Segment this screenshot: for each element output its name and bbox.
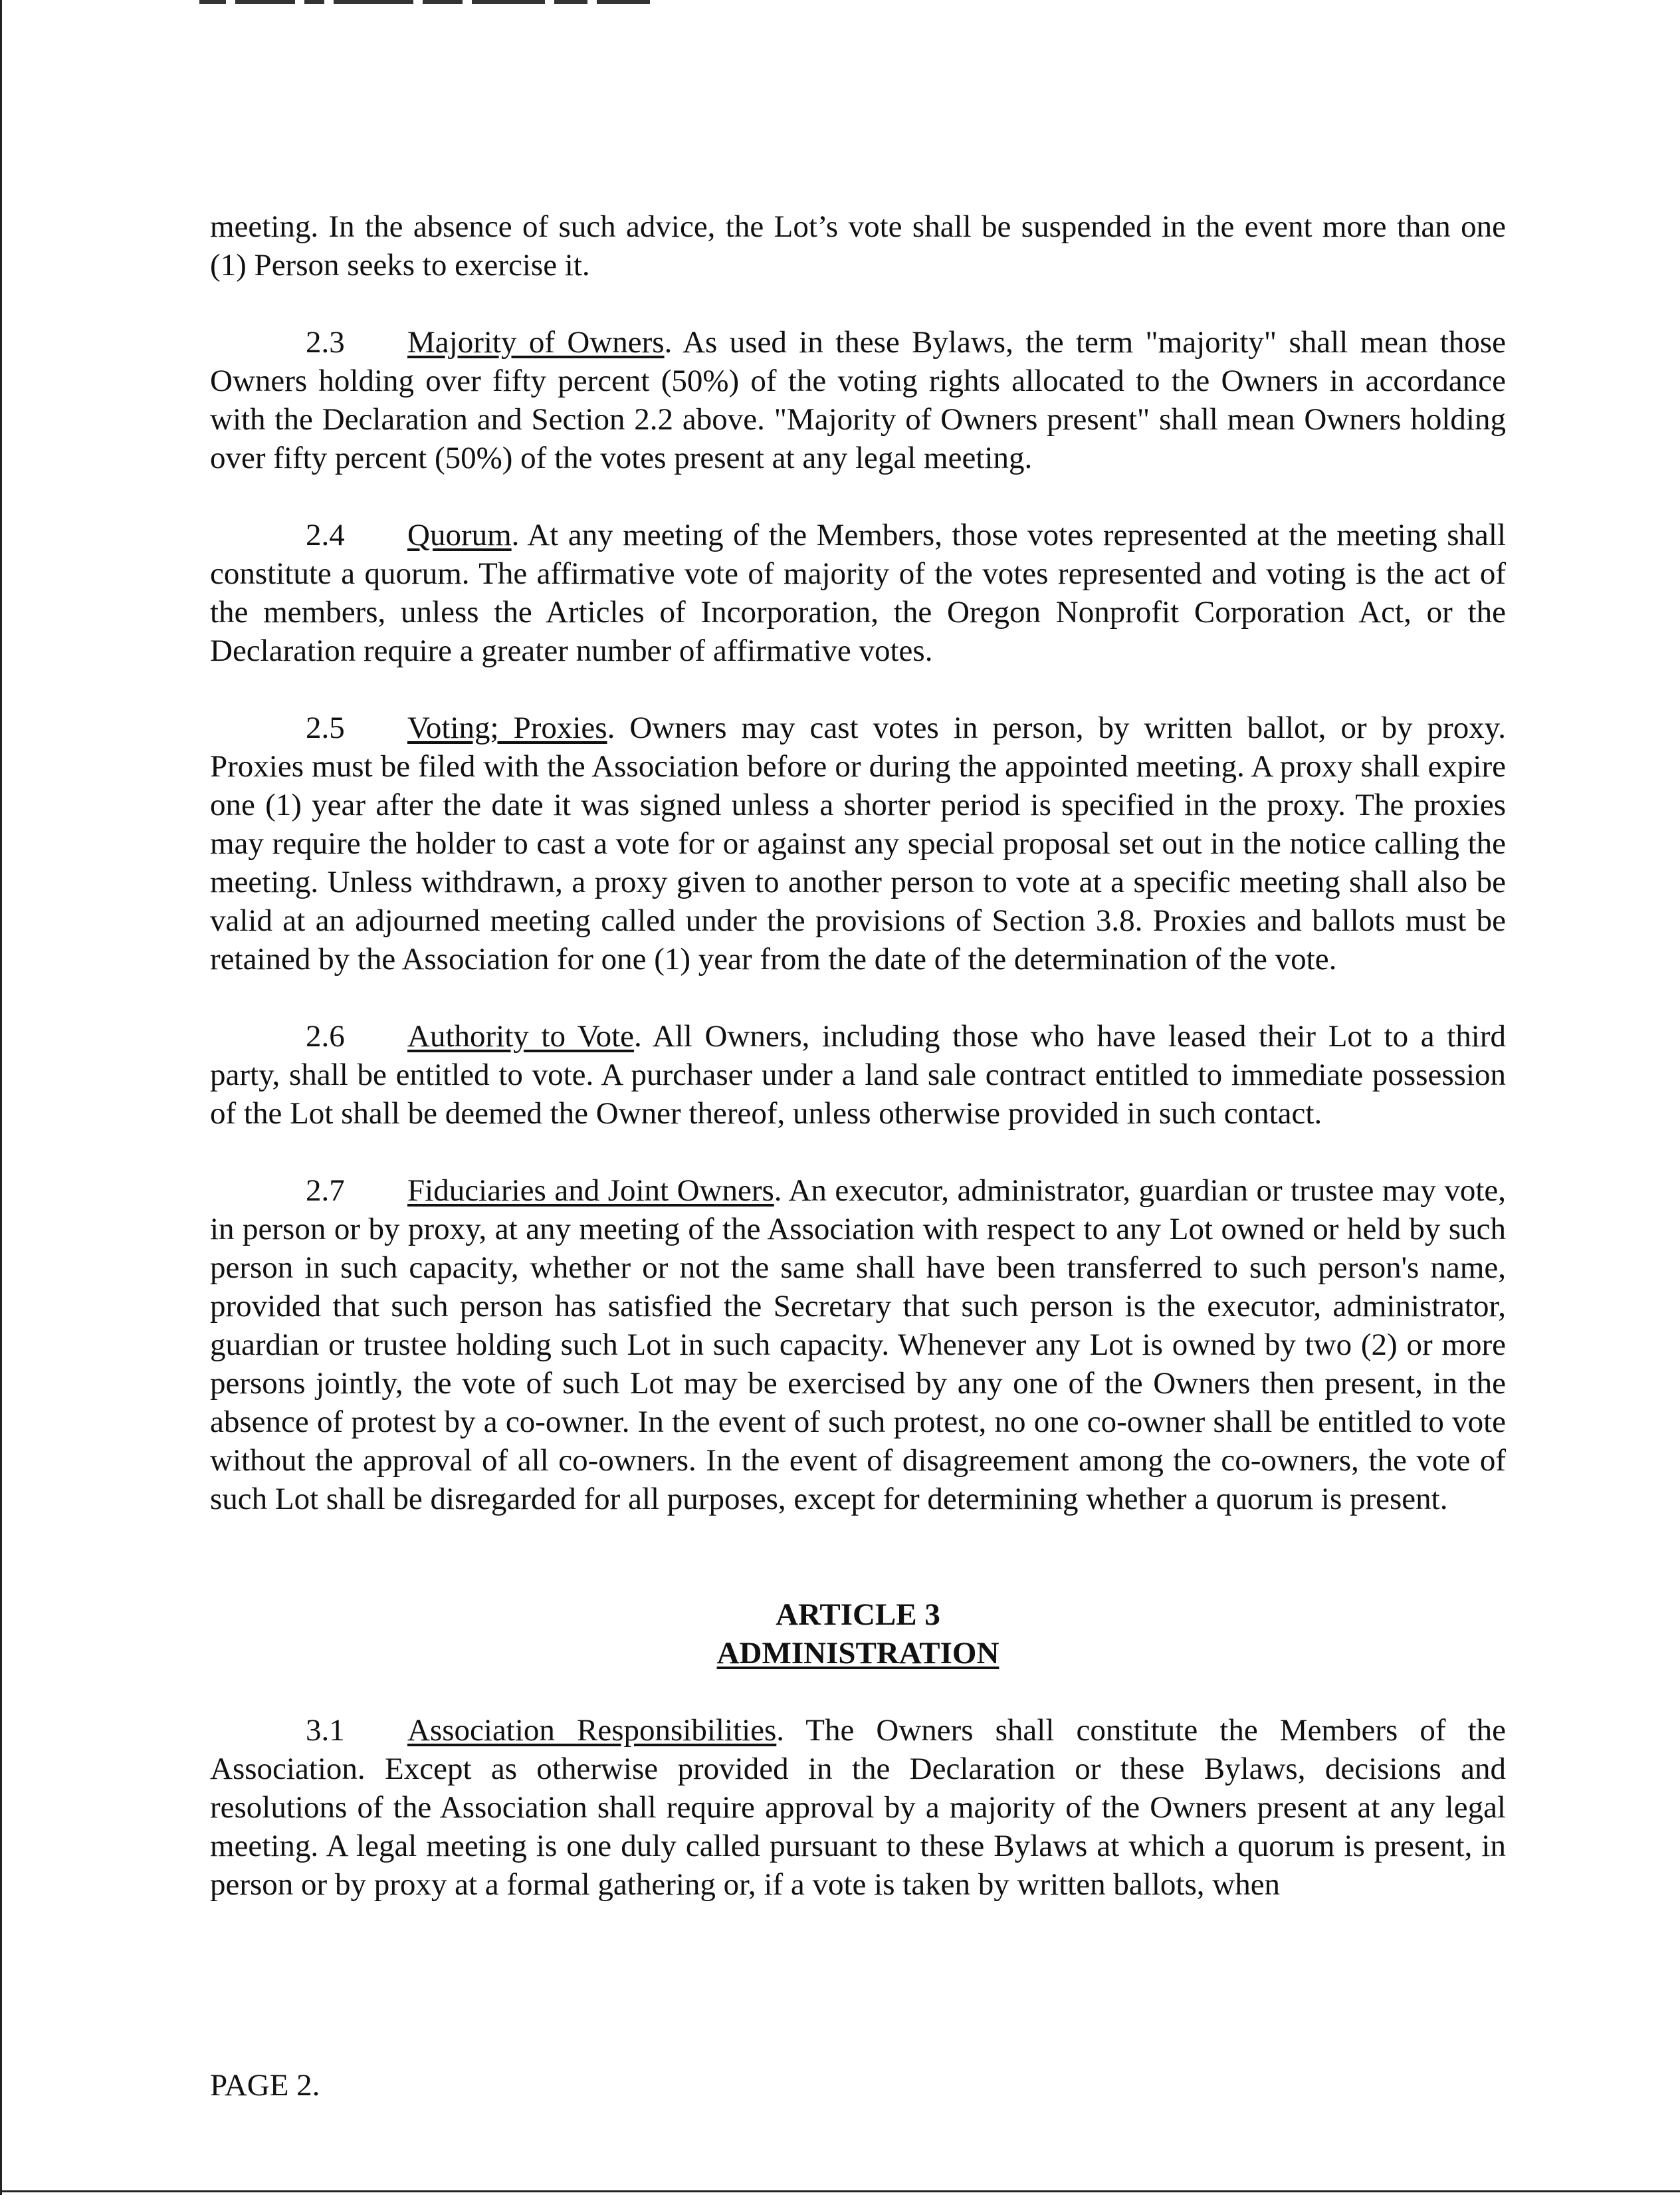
section-2-4: [210, 516, 1506, 670]
scan-edge-left: [0, 0, 2, 2195]
section-number: 2.5: [306, 711, 345, 745]
section-2-5: [210, 709, 1506, 979]
section-heading: Association Responsibilities: [407, 1713, 777, 1748]
article-label: ARTICLE 3: [776, 1597, 940, 1632]
section-number: 2.4: [306, 518, 345, 552]
section-heading: Fiduciaries and Joint Owners: [407, 1173, 774, 1208]
section-heading: Quorum: [407, 518, 512, 552]
section-body: . An executor, administrator, guardian or trustee may vote, in person or by proxy, at any meeting of the Association with respect to any Lot owned or held by such person in such capacity, whether or not the same shall have been transferred to such person's name, provided that such person has satisfied the Secretary that such person is the executor, administrator, guardian or trustee holding such Lot in such capacity. Whenever any Lot is owned by two (2) or more persons jointly, the vote of such Lot may be exercised by any one of the Owners then present, in the absence of protest by a co-owner. In the event of such protest, no one co-owner shall be entitled to vote without the approval of all co-owners. In the event of disagreement among the co-owners, the vote of such Lot shall be disregarded for all purposes, except for determining whether a quorum is present.: [210, 1173, 1506, 1516]
section-body: . Owners may cast votes in person, by written ballot, or by proxy. Proxies must be filed with the Association before or during the appointed meeting. A proxy shall expire one (1) year after the date it was signed unless a shorter period is specified in the proxy. The proxies may require the holder to cast a vote for or against any special proposal set out in the notice calling the meeting. Unless withdrawn, a proxy given to another person to vote at a specific meeting shall also be valid at an adjourned meeting called under the provisions of Section 3.8. Proxies and ballots must be retained by the Association for one (1) year from the date of the determination of the vote.: [210, 711, 1506, 977]
section-2-7: [210, 1171, 1506, 1518]
article-heading: [210, 1595, 1506, 1673]
page-number: PAGE 2.: [210, 2068, 320, 2103]
section-2-3: [210, 323, 1506, 477]
paragraph-text: meeting. In the absence of such advice, the Lot’s vote shall be suspended in the event more than one (1) Person seeks to exercise it.: [210, 209, 1506, 283]
section-3-1: [210, 1711, 1506, 1904]
section-body: . All Owners, including those who have leased their Lot to a third party, shall be entitled to vote. A purchaser under a land sale contract entitled to immediate possession of the Lot shall be deemed the Owner thereof, unless otherwise provided in such contact.: [210, 1019, 1506, 1131]
section-body: . At any meeting of the Members, those votes represented at the meeting shall constitute a quorum. The affirmative vote of majority of the votes represented and voting is the act of the members, unless the Articles of Incorporation, the Oregon Nonprofit Corporation Act, or the Declaration require a greater number of affirmative votes.: [210, 518, 1506, 668]
section-number: 2.7: [306, 1173, 345, 1208]
article-title: ADMINISTRATION: [716, 1636, 999, 1671]
section-heading: Authority to Vote: [407, 1019, 635, 1054]
section-body: . The Owners shall constitute the Members of the Association. Except as otherwise provided in the Declaration or these Bylaws, decisions and resolutions of the Association shall require approval by a majority of the Owners present at any legal meeting. A legal meeting is one duly called pursuant to these Bylaws at which a quorum is present, in person or by proxy at a formal gathering or, if a vote is taken by written ballots, when: [210, 1713, 1506, 1902]
document-body: [210, 207, 1506, 1942]
section-number: 3.1: [306, 1713, 345, 1748]
section-number: 2.6: [306, 1019, 345, 1054]
paragraph-continuation: [210, 207, 1506, 285]
scan-edge-bottom: [0, 2190, 1680, 2192]
section-number: 2.3: [306, 325, 345, 360]
section-2-6: [210, 1017, 1506, 1133]
cropped-header-remnant: [199, 0, 797, 7]
section-heading: Voting; Proxies: [407, 711, 607, 745]
section-heading: Majority of Owners: [407, 325, 665, 360]
section-body: . As used in these Bylaws, the term "majority" shall mean those Owners holding over fifty percent (50%) of the voting rights allocated to the Owners in accordance with the Declaration and Section 2.2 above. "Majority of Owners present" shall mean Owners holding over fifty percent (50%) of the votes present at any legal meeting.: [210, 325, 1506, 475]
